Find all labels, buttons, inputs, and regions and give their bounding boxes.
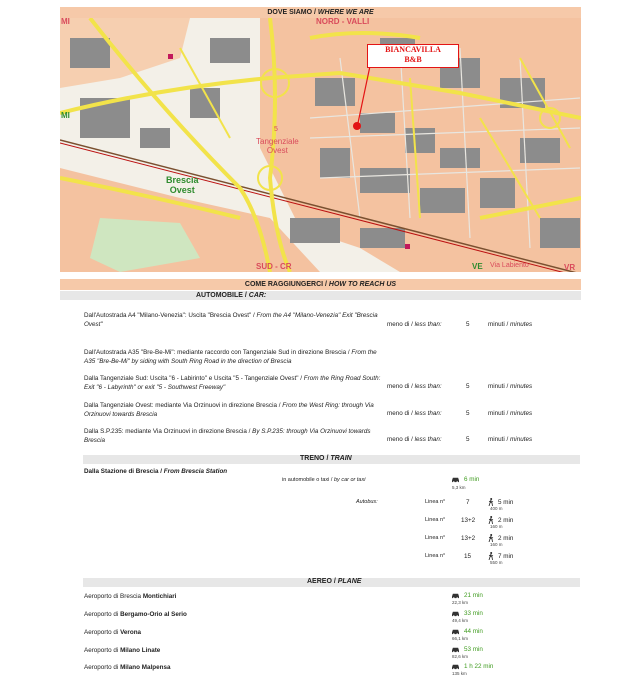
how-to-reach-heading: COME RAGGIUNGERCI / HOW TO REACH US [60,279,581,290]
minutes-label: minuti / minutes [488,383,533,390]
airport-5-time: 1 h 22 min [464,663,494,670]
bus-line-2-time: 2 min [498,517,514,524]
bus-line-3-time: 2 min [498,535,514,542]
bus-label: Autobus: [356,499,378,505]
airport-1-distance: 22,3 km [452,600,469,605]
bus-line-label: Linea n° [425,535,446,541]
minutes-label: minuti / minutes [488,321,533,328]
bus-line-label: Linea n° [425,553,446,559]
airport-row-3: Aeroporto di Verona [84,629,142,636]
train-car-distance: 5,3 km [452,485,466,490]
bus-line-3-number: 13+2 [461,535,476,542]
airport-5-distance: 135 km [452,671,467,676]
car-route-5: Dalla S.P.235: mediante Via Orzinuovi in direzione Brescia / By S.P.235: through Via Orzinuovi towards Brescia [84,428,371,444]
walk-icon [488,534,494,542]
car-icon [451,646,460,653]
car-icon [451,628,460,635]
route-5-value: 5 [466,436,470,443]
map-ve-label: VE [472,262,483,271]
airport-4-time: 53 min [464,646,483,653]
map-mi-left-label: MI [61,111,70,120]
route-1-value: 5 [466,321,470,328]
bus-line-2-distance: 160 m [490,524,503,529]
train-car-time: 6 min [464,476,480,483]
plane-heading: AEREO / PLANE [307,578,362,585]
bus-line-label: Linea n° [425,499,446,505]
bus-line-3-distance: 160 m [490,542,503,547]
route-4-value: 5 [466,410,470,417]
less-than-label: meno di / less than: [387,436,442,443]
airport-2-distance: 49,4 km [452,618,469,623]
bus-line-4-time: 7 min [498,553,514,560]
car-route-4: Dalla Tangenziale Ovest: mediante Via Orzinuovi in direzione Brescia / From the West Ring: through Via Orzinuovi towards Brescia [84,402,374,418]
airport-3-distance: 66,1 km [452,636,469,641]
location-map[interactable] [60,18,581,272]
airport-3-time: 44 min [464,628,483,635]
car-icon [451,610,460,617]
less-than-label: meno di / less than: [387,321,442,328]
bus-line-label: Linea n° [425,517,446,523]
location-marker[interactable] [353,122,361,130]
train-heading: TRENO / TRAIN [300,455,352,462]
less-than-label: meno di / less than: [387,383,442,390]
bus-line-4-distance: 550 m [490,560,503,565]
airport-1-time: 21 min [464,592,483,599]
minutes-label: minuti / minutes [488,410,533,417]
airport-4-distance: 82,6 km [452,654,469,659]
car-route-1: Dall'Autostrada A4 "Milano-Venezia": Uscita "Brescia Ovest" / From the A4 "Milano-Venezia" Exit "Brescia Ovest" [84,312,378,328]
route-3-value: 5 [466,383,470,390]
train-from-station: Dalla Stazione di Brescia / From Brescia Station [84,468,228,475]
walk-icon [488,552,494,560]
bus-line-2-number: 13+2 [461,517,476,524]
car-icon [451,663,460,670]
map-mi-top-label: MI [61,18,70,26]
map-brescia-ovest-label: Brescia Ovest [166,175,199,195]
map-graphic [60,18,581,272]
train-by-car-label: in automobile o taxi / by car or taxi [282,477,366,483]
airport-row-1: Aeroporto di Brescia Montichiari [84,593,177,600]
car-icon [451,476,460,483]
bus-line-1-distance: 400 m [490,506,503,511]
car-section-bar [60,291,581,300]
airport-row-2: Aeroporto di Bergamo-Orio al Serio [84,611,187,618]
map-street-label: Via Labiento [490,262,529,269]
car-icon [451,592,460,599]
map-north-label: NORD - VALLI [316,18,370,26]
where-we-are-heading: DOVE SIAMO / WHERE WE ARE [60,7,581,18]
map-exit-number: 5 [274,126,278,133]
bus-line-1-time: 5 min [498,499,514,506]
less-than-label: meno di / less than: [387,410,442,417]
airport-row-5: Aeroporto di Milano Malpensa [84,664,171,671]
walk-icon [488,516,494,524]
bus-line-1-number: 7 [466,499,470,506]
airport-row-4: Aeroporto di Milano Linate [84,647,161,654]
car-route-3: Dalla Tangenziale Sud: Uscita "6 - Labirinto" e Uscita "5 - Tangenziale Ovest" / From the Ring Road South: Exit "6 - Labyrinth" or exit "5 - Southwest Freeway" [84,375,381,391]
bnb-map-label: BIANCAVILLA B&B [367,44,459,68]
airport-2-time: 33 min [464,610,483,617]
car-route-2: Dall'Autostrada A35 "Bre-Be-Mi": mediante raccordo con Tangenziale Sud in direzione Brescia / From the A35 "Bre-Be-Mi" by siding with South Ring Road in the direction of Brescia [84,349,377,365]
walk-icon [488,498,494,506]
map-vr-label: VR [564,263,576,272]
bus-line-4-number: 15 [464,553,472,560]
minutes-label: minuti / minutes [488,436,533,443]
map-tangenziale-label: Tangenziale Ovest [256,137,299,155]
map-south-label: SUD - CR [256,262,292,271]
car-heading: AUTOMOBILE / CAR: [196,292,267,299]
